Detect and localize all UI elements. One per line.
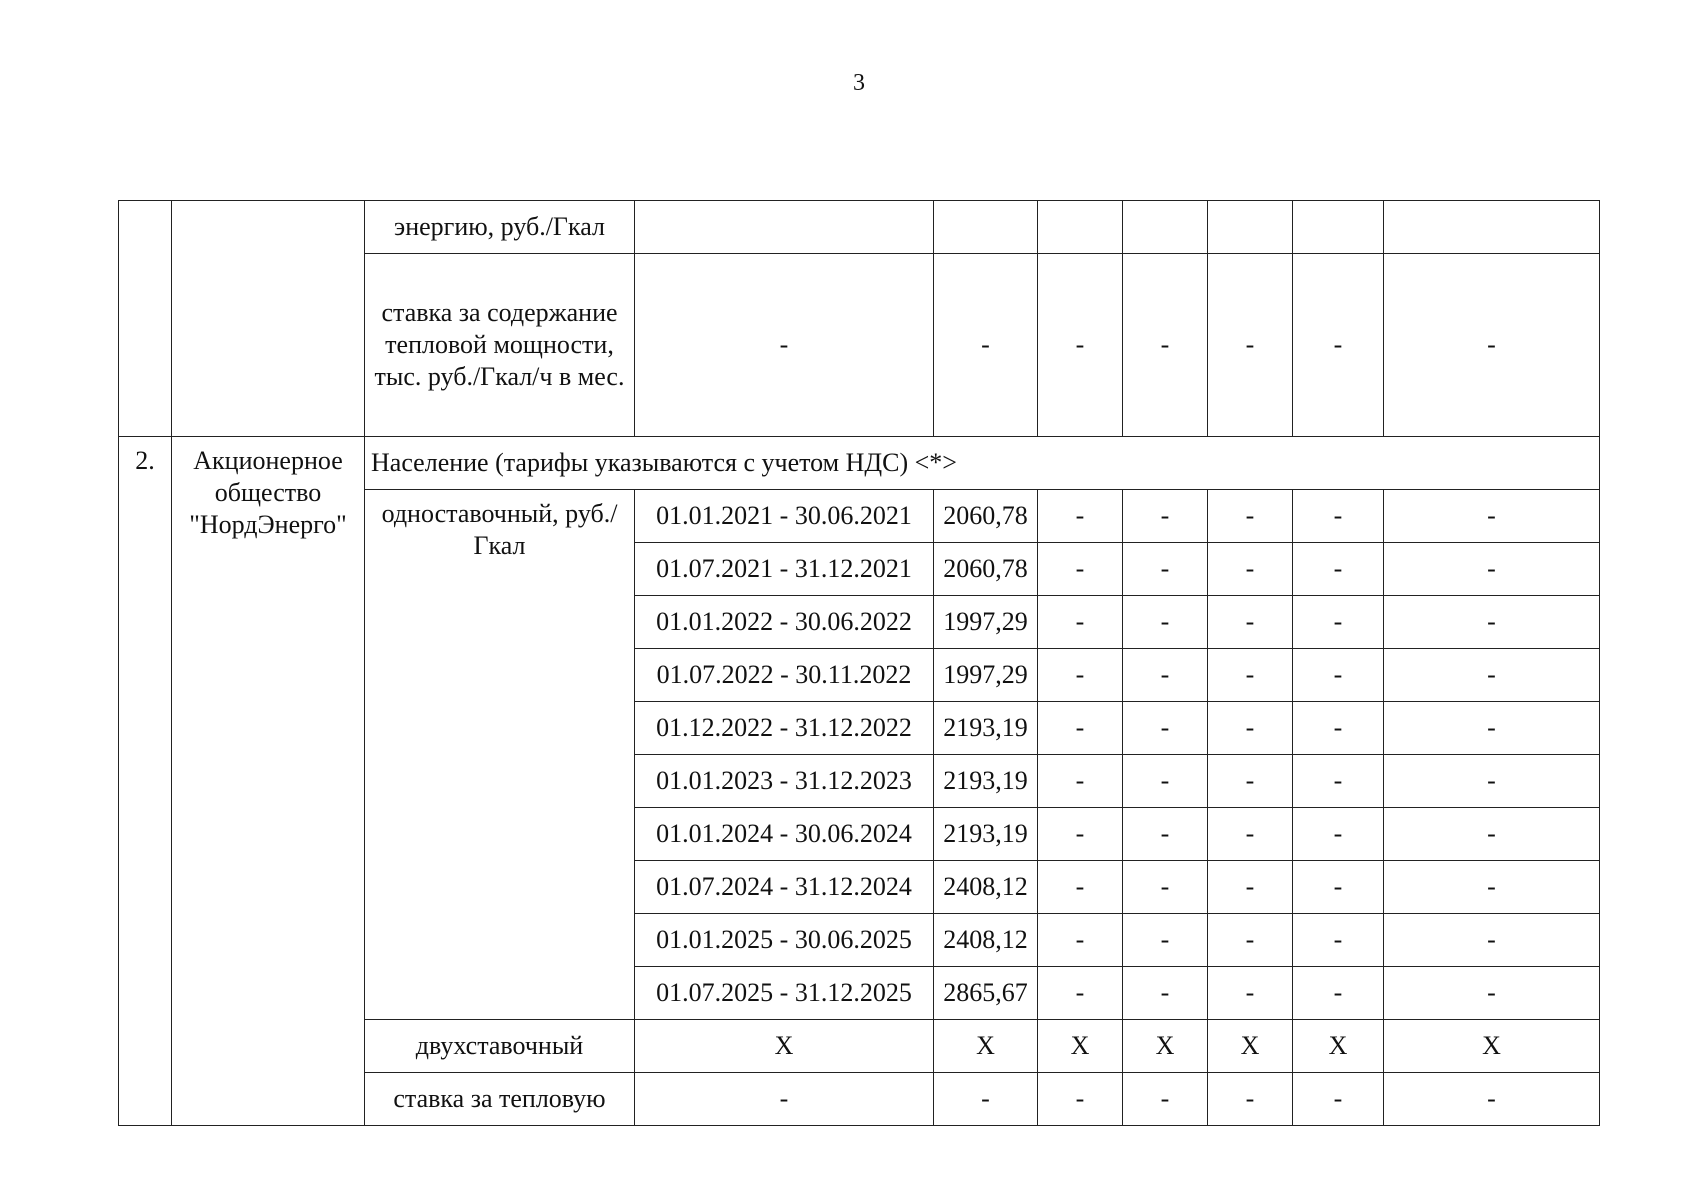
value-cell: -	[934, 1073, 1038, 1126]
value-cell: -	[1038, 914, 1123, 967]
period-cell: 01.07.2022 - 30.11.2022	[635, 649, 934, 702]
value-cell: -	[1293, 702, 1384, 755]
section-title: Население (тарифы указываются с учетом НДС) <*>	[365, 437, 1600, 490]
value-cell: -	[1208, 254, 1293, 437]
rate-label: ставка за содержание тепловой мощности, тыс. руб./Гкал/ч в мес.	[365, 254, 635, 437]
value-cell: -	[1293, 254, 1384, 437]
value-cell	[1038, 201, 1123, 254]
value-cell: -	[1293, 914, 1384, 967]
value-cell: 2193,19	[934, 755, 1038, 808]
value-cell: -	[1123, 861, 1208, 914]
value-cell: -	[1293, 808, 1384, 861]
value-cell: -	[1384, 596, 1600, 649]
period-cell: 01.01.2023 - 31.12.2023	[635, 755, 934, 808]
value-cell: -	[1123, 490, 1208, 543]
period-cell: 01.12.2022 - 31.12.2022	[635, 702, 934, 755]
value-cell: -	[1384, 543, 1600, 596]
period-cell: -	[635, 1073, 934, 1126]
value-cell: -	[1208, 1073, 1293, 1126]
table-row	[119, 437, 1600, 490]
value-cell: 2865,67	[934, 967, 1038, 1020]
value-cell: -	[1123, 254, 1208, 437]
value-cell: -	[1208, 543, 1293, 596]
value-cell: X	[1123, 1020, 1208, 1073]
value-cell: -	[1293, 1073, 1384, 1126]
value-cell: -	[934, 254, 1038, 437]
value-cell: -	[1384, 490, 1600, 543]
value-cell: -	[1038, 490, 1123, 543]
value-cell: -	[1038, 254, 1123, 437]
value-cell: -	[1384, 861, 1600, 914]
value-cell: -	[1384, 1073, 1600, 1126]
page-number: 3	[853, 70, 865, 96]
value-cell: -	[1293, 490, 1384, 543]
value-cell	[1208, 201, 1293, 254]
value-cell: -	[1208, 596, 1293, 649]
value-cell: -	[1123, 543, 1208, 596]
period-cell: 01.07.2025 - 31.12.2025	[635, 967, 934, 1020]
period-cell: -	[635, 254, 934, 437]
one-part-rate-label: одноставочный, руб./Гкал	[365, 490, 635, 1020]
value-cell: -	[1123, 755, 1208, 808]
value-cell: 2408,12	[934, 914, 1038, 967]
value-cell: 2060,78	[934, 543, 1038, 596]
value-cell: X	[1293, 1020, 1384, 1073]
value-cell: -	[1038, 649, 1123, 702]
value-cell: -	[1384, 649, 1600, 702]
period-cell: 01.01.2022 - 30.06.2022	[635, 596, 934, 649]
value-cell	[1384, 201, 1600, 254]
table-row	[119, 201, 1600, 254]
value-cell: -	[1293, 861, 1384, 914]
value-cell: 2408,12	[934, 861, 1038, 914]
value-cell: -	[1208, 702, 1293, 755]
value-cell	[1293, 201, 1384, 254]
value-cell: -	[1384, 755, 1600, 808]
value-cell: -	[1123, 649, 1208, 702]
entry-number: 2.	[119, 437, 172, 1126]
period-cell: 01.01.2021 - 30.06.2021	[635, 490, 934, 543]
value-cell: -	[1384, 967, 1600, 1020]
value-cell: -	[1208, 914, 1293, 967]
value-cell: -	[1208, 808, 1293, 861]
value-cell: -	[1123, 808, 1208, 861]
period-cell: 01.07.2021 - 31.12.2021	[635, 543, 934, 596]
period-cell: X	[635, 1020, 934, 1073]
value-cell: -	[1293, 596, 1384, 649]
tariff-table	[118, 200, 1600, 1126]
value-cell: -	[1123, 702, 1208, 755]
two-part-rate-label: двухставочный	[365, 1020, 635, 1073]
value-cell: -	[1208, 649, 1293, 702]
value-cell: -	[1038, 702, 1123, 755]
value-cell: -	[1038, 808, 1123, 861]
value-cell: 1997,29	[934, 649, 1038, 702]
value-cell: 2193,19	[934, 808, 1038, 861]
value-cell	[1123, 201, 1208, 254]
heat-rate-label: ставка за тепловую	[365, 1073, 635, 1126]
rate-label: энергию, руб./Гкал	[365, 201, 635, 254]
value-cell: -	[1384, 808, 1600, 861]
period-cell: 01.01.2024 - 30.06.2024	[635, 808, 934, 861]
value-cell: -	[1293, 755, 1384, 808]
value-cell: X	[1384, 1020, 1600, 1073]
value-cell: -	[1038, 543, 1123, 596]
value-cell: 2193,19	[934, 702, 1038, 755]
organization-cell-continued	[172, 201, 365, 437]
value-cell: -	[1293, 967, 1384, 1020]
value-cell: -	[1038, 755, 1123, 808]
value-cell: -	[1208, 861, 1293, 914]
value-cell: 1997,29	[934, 596, 1038, 649]
value-cell: -	[1384, 254, 1600, 437]
value-cell	[934, 201, 1038, 254]
value-cell: -	[1123, 967, 1208, 1020]
period-cell: 01.07.2024 - 31.12.2024	[635, 861, 934, 914]
value-cell: -	[1123, 914, 1208, 967]
value-cell: -	[1208, 490, 1293, 543]
value-cell: -	[1123, 1073, 1208, 1126]
value-cell: -	[1384, 914, 1600, 967]
value-cell: -	[1384, 702, 1600, 755]
value-cell: -	[1293, 649, 1384, 702]
period-cell	[635, 201, 934, 254]
period-cell: 01.01.2025 - 30.06.2025	[635, 914, 934, 967]
value-cell: -	[1293, 543, 1384, 596]
value-cell: X	[934, 1020, 1038, 1073]
value-cell: -	[1038, 596, 1123, 649]
number-cell-continued	[119, 201, 172, 437]
value-cell: -	[1038, 861, 1123, 914]
value-cell: 2060,78	[934, 490, 1038, 543]
value-cell: -	[1208, 967, 1293, 1020]
value-cell: -	[1123, 596, 1208, 649]
value-cell: -	[1208, 755, 1293, 808]
value-cell: -	[1038, 967, 1123, 1020]
organization-name: Акционерное общество "НордЭнерго"	[172, 437, 365, 1126]
value-cell: X	[1208, 1020, 1293, 1073]
value-cell: X	[1038, 1020, 1123, 1073]
value-cell: -	[1038, 1073, 1123, 1126]
